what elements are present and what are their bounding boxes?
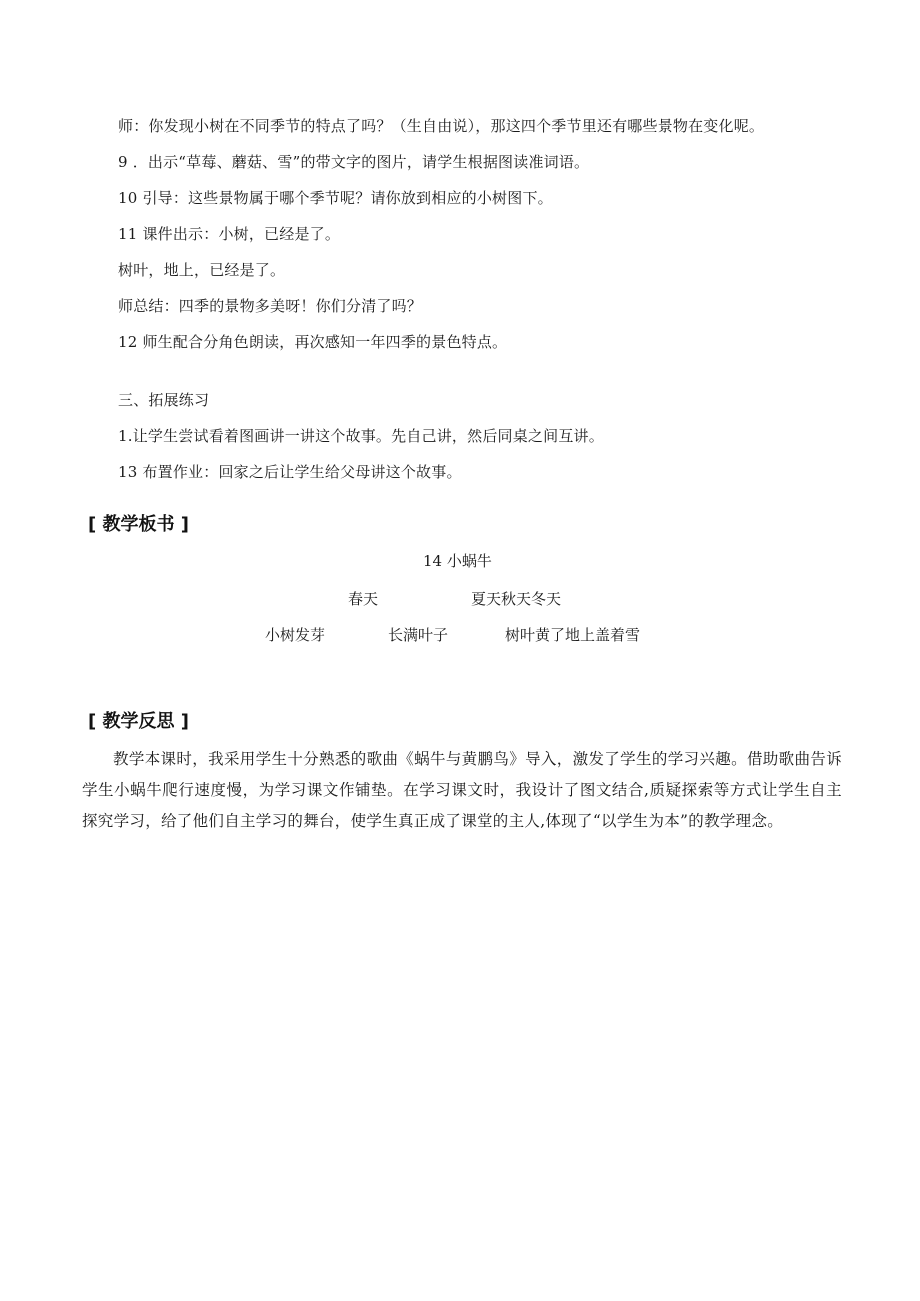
extension-line-1: 1.让学生尝试看着图画讲一讲这个故事。先自己讲，然后同桌之间互讲。 [118,427,604,445]
board-season-others: 夏天秋天冬天 [471,590,562,608]
lesson-line-step-10: 10 引导：这些景物属于哪个季节呢？请你放到相应的小树图下。 [118,189,553,207]
lesson-line-step-9: 9 ．出示“草莓、蘑菇、雪”的带文字的图片，请学生根据图读准词语。 [118,153,590,171]
reflection-paragraph: 教学本课时，我采用学生十分熟悉的歌曲《蜗牛与黄鹏鸟》导入，激发了学生的学习兴趣。借助歌曲告诉学生小蜗牛爬行速度慢，为学习课文作铺垫。在学习课文时，我设计了图文结合,质疑探索等方式让学生自主探究学习，给了他们自主学习的舞台，使学生真正成了课堂的主人,体现了“以学生为本”的教学理念。 [82,750,842,830]
lesson-line-leaves: 树叶，地上，已经是了。 [118,261,286,279]
board-season-spring: 春天 [348,590,379,608]
board-heading: [ 教学板书 ] [88,514,189,535]
board-title: 14 小蜗牛 [423,552,492,570]
board-feature-summer: 长满叶子 [388,626,449,644]
lesson-line-teacher-question: 师：你发现小树在不同季节的特点了吗？（生自由说），那这四个季节里还有哪些景物在变化呢。 [118,117,765,135]
reflection-heading: [ 教学反思 ] [88,711,189,732]
board-feature-spring: 小树发芽 [265,626,326,644]
board-feature-autumn-winter: 树叶黄了地上盖着雪 [505,626,641,644]
extension-title: 三、拓展练习 [118,391,210,409]
lesson-line-step-11: 11 课件出示：小树，已经是了。 [118,225,341,243]
lesson-line-summary: 师总结：四季的景物多美呀！你们分清了吗？ [118,297,423,315]
extension-line-13: 13 布置作业：回家之后让学生给父母讲这个故事。 [118,463,462,481]
lesson-line-step-12: 12 师生配合分角色朗读，再次感知一年四季的景色特点。 [118,333,508,351]
